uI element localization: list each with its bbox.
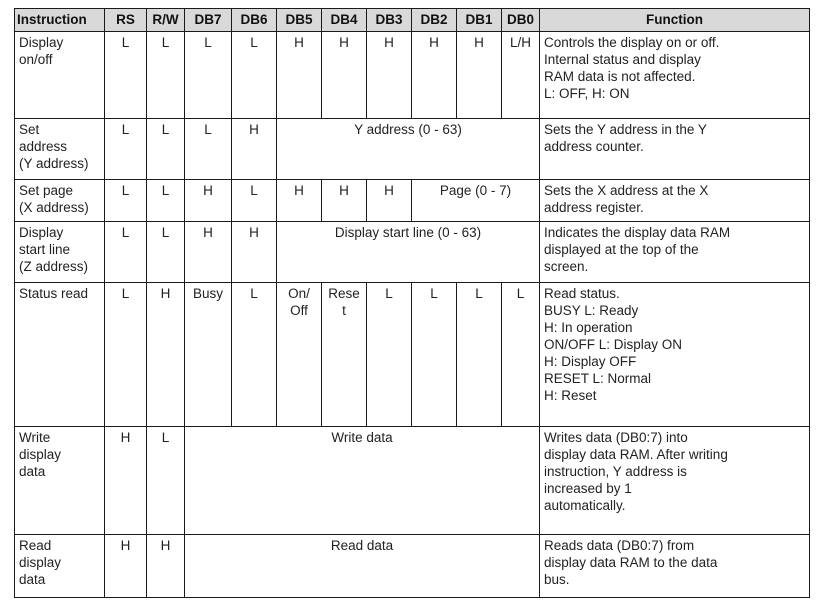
db0-cell: L/H — [502, 32, 540, 119]
header-db7: DB7 — [185, 9, 232, 32]
table-row-display-start-line — [15, 222, 810, 283]
rs-cell: H — [105, 535, 147, 598]
page-span-cell: Page (0 - 7) — [412, 180, 540, 222]
header-db5: DB5 — [277, 9, 322, 32]
rs-cell: L — [105, 32, 147, 119]
db5-cell: H — [277, 32, 322, 119]
table-row-set-page — [15, 180, 810, 222]
db6-cell: H — [232, 119, 277, 180]
rs-cell: L — [105, 180, 147, 222]
db3-cell: H — [367, 32, 412, 119]
rs-cell: L — [105, 283, 147, 427]
rw-cell: L — [147, 222, 185, 283]
rs-cell: L — [105, 119, 147, 180]
header-db3: DB3 — [367, 9, 412, 32]
instruction-cell: Set page (X address) — [15, 180, 105, 222]
table-row-display-onoff — [15, 32, 810, 119]
db6-cell: H — [232, 222, 277, 283]
table-row-status-read — [15, 283, 810, 427]
write-data-span-cell: Write data — [185, 427, 540, 535]
db7-cell: L — [185, 32, 232, 119]
y-address-span-cell: Y address (0 - 63) — [277, 119, 540, 180]
instruction-cell: Status read — [15, 283, 105, 427]
function-cell: Writes data (DB0:7) into display data RAM. After writing instruction, Y address is increased by 1 automatically. — [540, 427, 810, 535]
header-db1: DB1 — [457, 9, 502, 32]
db7-cell: L — [185, 119, 232, 180]
db0-cell: L — [502, 283, 540, 427]
instruction-table — [14, 8, 810, 598]
instruction-cell: Display on/off — [15, 32, 105, 119]
db1-cell: L — [457, 283, 502, 427]
db2-cell: H — [412, 32, 457, 119]
rw-cell: L — [147, 119, 185, 180]
rw-cell: H — [147, 283, 185, 427]
db4-cell: H — [322, 32, 367, 119]
start-line-span-cell: Display start line (0 - 63) — [277, 222, 540, 283]
db5-cell: H — [277, 180, 322, 222]
header-db2: DB2 — [412, 9, 457, 32]
table-row-write-display-data — [15, 427, 810, 535]
db7-cell: Busy — [185, 283, 232, 427]
rw-cell: L — [147, 32, 185, 119]
function-cell: Read status. BUSY L: Ready H: In operation ON/OFF L: Display ON H: Display OFF RESET L: Normal H: Reset — [540, 283, 810, 427]
header-row — [15, 9, 810, 32]
db6-cell: L — [232, 283, 277, 427]
table-row-read-display-data — [15, 535, 810, 598]
instruction-cell: Write display data — [15, 427, 105, 535]
header-db4: DB4 — [322, 9, 367, 32]
db3-cell: L — [367, 283, 412, 427]
rw-cell: L — [147, 180, 185, 222]
instruction-cell: Read display data — [15, 535, 105, 598]
header-rs: RS — [105, 9, 147, 32]
table-header — [15, 9, 810, 32]
instruction-cell: Set address (Y address) — [15, 119, 105, 180]
db2-cell: L — [412, 283, 457, 427]
function-cell: Reads data (DB0:7) from display data RAM to the data bus. — [540, 535, 810, 598]
db6-cell: L — [232, 32, 277, 119]
db3-cell: H — [367, 180, 412, 222]
rw-cell: H — [147, 535, 185, 598]
read-data-span-cell: Read data — [185, 535, 540, 598]
db4-cell: Rese t — [322, 283, 367, 427]
db4-cell: H — [322, 180, 367, 222]
db7-cell: H — [185, 180, 232, 222]
function-cell: Indicates the display data RAM displayed at the top of the screen. — [540, 222, 810, 283]
rw-cell: L — [147, 427, 185, 535]
header-function: Function — [540, 9, 810, 32]
function-cell: Sets the Y address in the Y address counter. — [540, 119, 810, 180]
rs-cell: L — [105, 222, 147, 283]
instruction-cell: Display start line (Z address) — [15, 222, 105, 283]
table-row-set-address — [15, 119, 810, 180]
rs-cell: H — [105, 427, 147, 535]
function-cell: Controls the display on or off. Internal status and display RAM data is not affected. L: OFF, H: ON — [540, 32, 810, 119]
function-cell: Sets the X address at the X address register. — [540, 180, 810, 222]
header-instruction: Instruction — [15, 9, 105, 32]
db1-cell: H — [457, 32, 502, 119]
header-db6: DB6 — [232, 9, 277, 32]
db6-cell: L — [232, 180, 277, 222]
header-rw: R/W — [147, 9, 185, 32]
db5-cell: On/ Off — [277, 283, 322, 427]
header-db0: DB0 — [502, 9, 540, 32]
db7-cell: H — [185, 222, 232, 283]
